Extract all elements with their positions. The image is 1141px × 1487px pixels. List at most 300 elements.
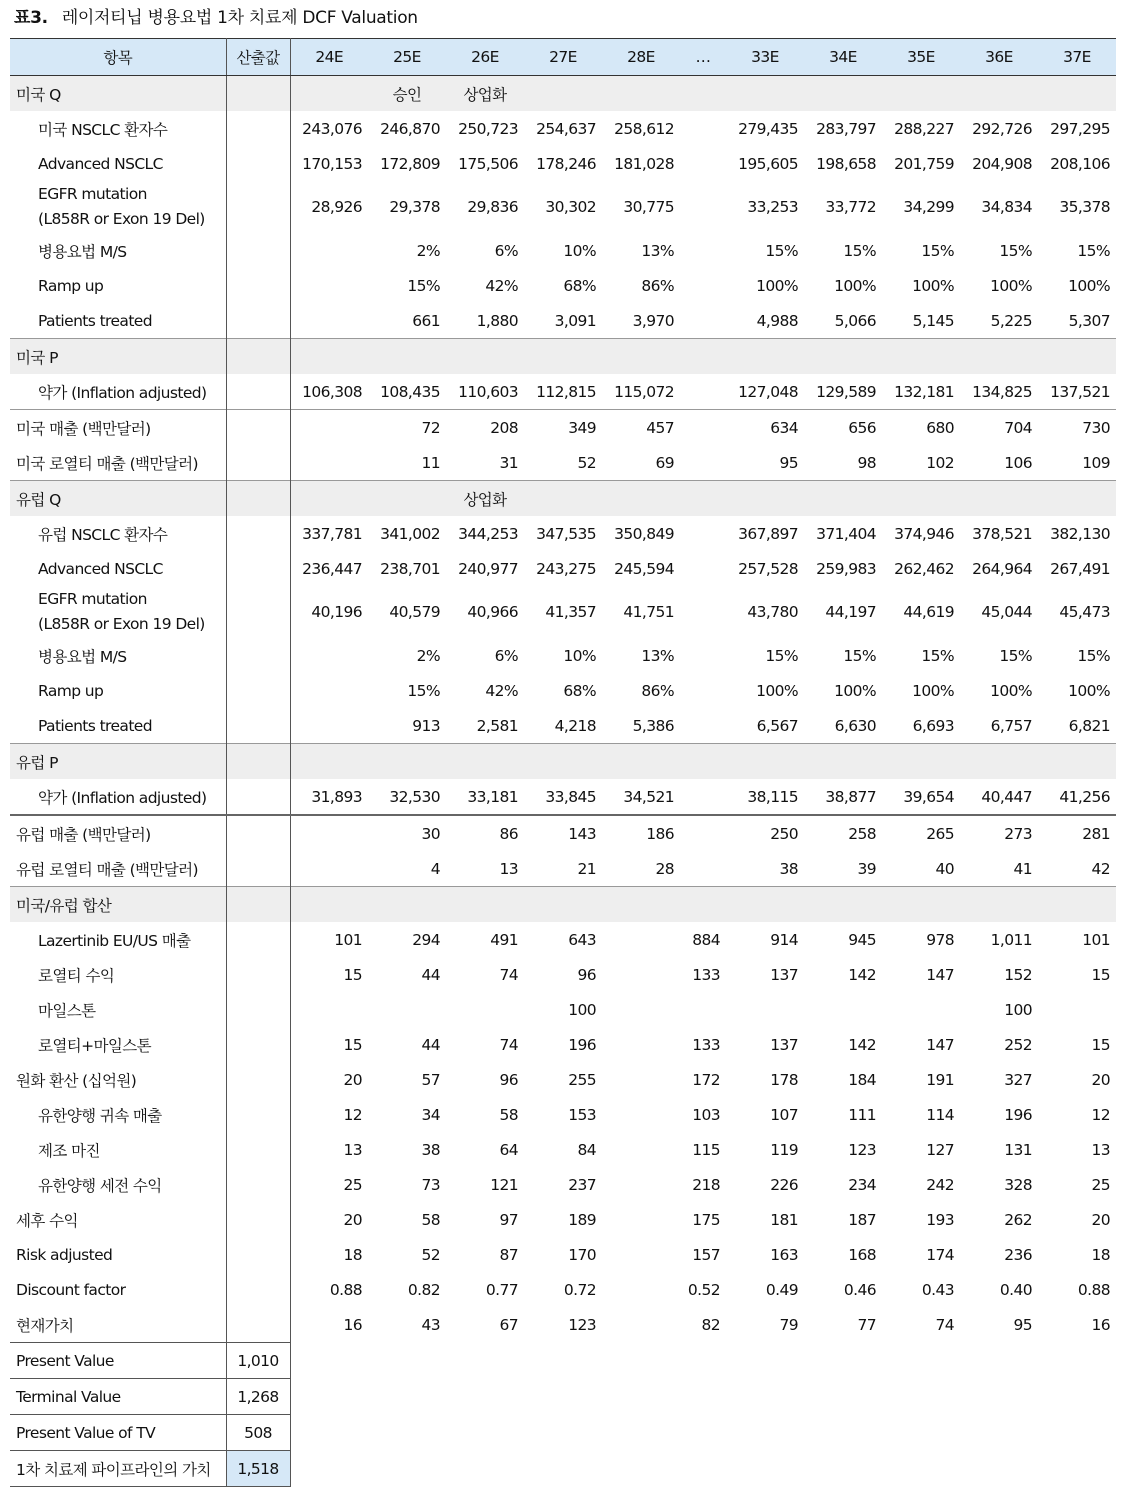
data-cell: 243,275: [536, 559, 596, 578]
data-cell: 250,723: [458, 119, 518, 138]
table-row: [10, 76, 1116, 112]
data-cell: [226, 445, 290, 481]
table-row: [10, 887, 1116, 923]
data-cell: 68%: [563, 276, 596, 295]
table-row: [10, 268, 1116, 303]
data-cell: 96: [577, 965, 596, 984]
data-cell: 106,308: [302, 382, 362, 401]
table-row: [10, 1062, 1116, 1097]
data-cell: 95: [779, 453, 798, 472]
data-cell: 33,845: [545, 787, 596, 806]
data-cell: 15: [343, 1035, 362, 1054]
data-cell: 123: [848, 1140, 876, 1159]
data-cell: 945: [848, 930, 876, 949]
data-cell: 39,654: [903, 787, 954, 806]
data-cell: 15%: [843, 241, 876, 260]
dcf-valuation-table: [10, 38, 1116, 1487]
data-cell: 153: [568, 1105, 596, 1124]
data-cell: 39: [857, 859, 876, 878]
table-title: [14, 6, 418, 30]
data-cell: 15%: [765, 241, 798, 260]
data-cell: 107: [770, 1105, 798, 1124]
data-cell: [882, 339, 960, 375]
data-cell: [290, 638, 368, 673]
data-cell: 0.46: [843, 1280, 876, 1299]
summary-value: 1,010: [226, 1343, 290, 1379]
header-row: [10, 39, 1116, 76]
data-cell: [680, 673, 726, 708]
table-row: [10, 586, 1116, 638]
data-cell: 112,815: [536, 382, 596, 401]
data-cell: 254,637: [536, 119, 596, 138]
data-cell: 382,130: [1050, 524, 1110, 543]
data-cell: [226, 1202, 290, 1237]
data-cell: [290, 303, 368, 339]
data-cell: 371,404: [816, 524, 876, 543]
data-cell: [446, 744, 524, 780]
data-cell: 643: [568, 930, 596, 949]
data-cell: 913: [412, 716, 440, 735]
data-cell: [290, 481, 368, 517]
data-cell: 914: [770, 930, 798, 949]
row-label: 유럽 매출 (백만달러): [10, 815, 226, 851]
data-cell: [602, 1062, 680, 1097]
data-cell: 5,066: [834, 311, 876, 330]
data-cell: 13%: [641, 646, 674, 665]
data-cell: 38: [421, 1140, 440, 1159]
data-cell: 82: [701, 1315, 720, 1334]
data-cell: 273: [960, 815, 1038, 851]
data-cell: 57: [421, 1070, 440, 1089]
data-cell: [446, 992, 524, 1027]
data-cell: 10%: [563, 646, 596, 665]
data-cell: 15%: [921, 241, 954, 260]
data-cell: [226, 887, 290, 923]
row-label: 유한양행 귀속 매출: [10, 1097, 226, 1132]
data-cell: 137: [770, 965, 798, 984]
data-cell: 74: [499, 1035, 518, 1054]
data-cell: [290, 673, 368, 708]
blank-area: [290, 1343, 1116, 1379]
data-cell: [524, 339, 602, 375]
data-cell: [680, 992, 726, 1027]
data-cell: 38,115: [747, 787, 798, 806]
data-cell: 175,506: [458, 154, 518, 173]
table-row: [10, 708, 1116, 744]
data-cell: [602, 1272, 680, 1307]
data-cell: 133: [692, 965, 720, 984]
row-label: 제조 마진: [10, 1132, 226, 1167]
header-cell: 25E: [368, 39, 446, 76]
data-cell: 43,780: [747, 603, 798, 621]
row-label-line: EGFR mutation: [38, 590, 147, 608]
data-cell: [602, 887, 680, 923]
data-cell: 15: [343, 965, 362, 984]
data-cell: [804, 481, 882, 517]
data-cell: [1038, 76, 1116, 112]
table-row: [10, 303, 1116, 339]
data-cell: 13: [1091, 1140, 1110, 1159]
data-cell: 4,988: [756, 311, 798, 330]
data-cell: 5,307: [1068, 311, 1110, 330]
data-cell: 40,196: [311, 603, 362, 621]
table-row: [10, 111, 1116, 146]
data-cell: 2,581: [476, 716, 518, 735]
data-cell: [226, 76, 290, 112]
table-row: [10, 1132, 1116, 1167]
summary-row: [10, 1451, 1116, 1487]
data-cell: 33,253: [747, 198, 798, 216]
data-cell: 327: [1004, 1070, 1032, 1089]
data-cell: [804, 76, 882, 112]
table-row: [10, 1167, 1116, 1202]
data-cell: 16: [1091, 1315, 1110, 1334]
data-cell: 264,964: [972, 559, 1032, 578]
table-row: [10, 957, 1116, 992]
data-cell: 0.77: [485, 1280, 518, 1299]
data-cell: [226, 638, 290, 673]
data-cell: 30: [368, 815, 446, 851]
data-cell: [1038, 744, 1116, 780]
data-cell: 337,781: [302, 524, 362, 543]
data-cell: 44,619: [903, 603, 954, 621]
data-cell: 16: [343, 1315, 362, 1334]
row-label: Advanced NSCLC: [10, 146, 226, 181]
table-caption: 레이저티닙 병용요법 1차 치료제 DCF Valuation: [61, 8, 418, 28]
data-cell: [804, 744, 882, 780]
data-cell: [290, 815, 368, 851]
data-cell: [226, 586, 290, 638]
table-row: [10, 551, 1116, 586]
data-cell: 147: [926, 1035, 954, 1054]
data-cell: 152: [1004, 965, 1032, 984]
data-cell: [226, 708, 290, 744]
data-cell: [226, 1167, 290, 1202]
data-cell: 승인: [368, 76, 446, 112]
data-cell: 236: [1004, 1245, 1032, 1264]
data-cell: [882, 76, 960, 112]
data-cell: 101: [1082, 930, 1110, 949]
data-cell: 281: [1038, 815, 1116, 851]
row-label: 미국 매출 (백만달러): [10, 410, 226, 446]
data-cell: [680, 887, 726, 923]
data-cell: [226, 146, 290, 181]
data-cell: 29,836: [467, 198, 518, 216]
data-cell: 131: [1004, 1140, 1032, 1159]
data-cell: [226, 481, 290, 517]
row-label: Risk adjusted: [10, 1237, 226, 1272]
data-cell: 34,521: [623, 787, 674, 806]
data-cell: 255: [568, 1070, 596, 1089]
data-cell: 103: [692, 1105, 720, 1124]
data-cell: 198,658: [816, 154, 876, 173]
data-cell: [226, 1097, 290, 1132]
data-cell: 226: [770, 1175, 798, 1194]
data-cell: [680, 551, 726, 586]
table-row: [10, 146, 1116, 181]
data-cell: 40,966: [467, 603, 518, 621]
summary-label: 1차 치료제 파이프라인의 가치: [10, 1451, 226, 1487]
data-cell: 12: [1091, 1105, 1110, 1124]
data-cell: [368, 992, 446, 1027]
data-cell: 40: [935, 859, 954, 878]
data-cell: [680, 815, 726, 851]
data-cell: [226, 1132, 290, 1167]
row-label: Advanced NSCLC: [10, 551, 226, 586]
data-cell: [680, 181, 726, 233]
data-cell: 208,106: [1050, 154, 1110, 173]
row-label: [10, 586, 226, 638]
table-row: [10, 922, 1116, 957]
data-cell: 64: [499, 1140, 518, 1159]
data-cell: [726, 339, 804, 375]
data-cell: [524, 744, 602, 780]
data-cell: [680, 744, 726, 780]
data-cell: 6,630: [834, 716, 876, 735]
data-cell: 25: [1091, 1175, 1110, 1194]
data-cell: 4: [430, 859, 440, 878]
data-cell: 170: [568, 1245, 596, 1264]
data-cell: [290, 76, 368, 112]
data-cell: [1038, 339, 1116, 375]
data-cell: [804, 887, 882, 923]
data-cell: 181: [770, 1210, 798, 1229]
data-cell: 6%: [494, 241, 518, 260]
data-cell: 상업화: [446, 76, 524, 112]
data-cell: 102: [926, 453, 954, 472]
data-cell: [680, 76, 726, 112]
data-cell: 6,821: [1068, 716, 1110, 735]
row-label: 미국 로열티 매출 (백만달러): [10, 445, 226, 481]
data-cell: [680, 851, 726, 887]
data-cell: 4,218: [554, 716, 596, 735]
data-cell: 168: [848, 1245, 876, 1264]
data-cell: 13%: [641, 241, 674, 260]
data-cell: 100%: [1068, 276, 1110, 295]
data-cell: [290, 708, 368, 744]
summary-label: Present Value of TV: [10, 1415, 226, 1451]
table-row: [10, 673, 1116, 708]
data-cell: 15%: [843, 646, 876, 665]
data-cell: [680, 708, 726, 744]
header-cell: 35E: [882, 39, 960, 76]
data-cell: 265: [882, 815, 960, 851]
data-cell: 52: [577, 453, 596, 472]
data-cell: [524, 481, 602, 517]
data-cell: 208: [446, 410, 524, 446]
data-cell: [226, 744, 290, 780]
data-cell: [960, 76, 1038, 112]
data-cell: 44,197: [825, 603, 876, 621]
data-cell: [226, 111, 290, 146]
data-cell: [680, 779, 726, 815]
data-cell: 15%: [407, 681, 440, 700]
data-cell: [226, 410, 290, 446]
data-cell: 44: [421, 965, 440, 984]
data-cell: 115,072: [614, 382, 674, 401]
data-cell: 41,751: [623, 603, 674, 621]
blank-area: [290, 1451, 1116, 1487]
data-cell: 292,726: [972, 119, 1032, 138]
data-cell: 279,435: [738, 119, 798, 138]
data-cell: [290, 339, 368, 375]
data-cell: [368, 744, 446, 780]
table-row: [10, 233, 1116, 268]
header-cell: 36E: [960, 39, 1038, 76]
data-cell: 288,227: [894, 119, 954, 138]
data-cell: 123: [568, 1315, 596, 1334]
data-cell: [226, 992, 290, 1027]
data-cell: [226, 815, 290, 851]
row-label: 유한양행 세전 수익: [10, 1167, 226, 1202]
blank-area: [290, 1379, 1116, 1415]
data-cell: [226, 181, 290, 233]
data-cell: [368, 887, 446, 923]
data-cell: 42%: [485, 276, 518, 295]
data-cell: 267,491: [1050, 559, 1110, 578]
data-cell: [602, 1027, 680, 1062]
table-row: [10, 779, 1116, 815]
header-cell: …: [680, 39, 726, 76]
data-cell: [290, 851, 368, 887]
data-cell: 68%: [563, 681, 596, 700]
row-label: 유럽 Q: [10, 481, 226, 517]
data-cell: 108,435: [380, 382, 440, 401]
row-label: [10, 181, 226, 233]
data-cell: 33,181: [467, 787, 518, 806]
data-cell: [226, 1272, 290, 1307]
data-cell: 100: [1004, 1000, 1032, 1019]
data-cell: [226, 1062, 290, 1097]
row-label: 약가 (Inflation adjusted): [10, 779, 226, 815]
data-cell: 13: [499, 859, 518, 878]
data-cell: [680, 445, 726, 481]
summary-value: 508: [226, 1415, 290, 1451]
data-cell: [602, 1202, 680, 1237]
data-cell: 69: [655, 453, 674, 472]
data-cell: 72: [368, 410, 446, 446]
row-label: Patients treated: [10, 708, 226, 744]
data-cell: 30,302: [545, 198, 596, 216]
data-cell: 121: [490, 1175, 518, 1194]
data-cell: 20: [343, 1210, 362, 1229]
data-cell: 100%: [1068, 681, 1110, 700]
data-cell: 0.49: [765, 1280, 798, 1299]
data-cell: 656: [804, 410, 882, 446]
data-cell: [602, 339, 680, 375]
data-cell: [680, 303, 726, 339]
row-label: Ramp up: [10, 268, 226, 303]
data-cell: 67: [499, 1315, 518, 1334]
data-cell: 3,091: [554, 311, 596, 330]
data-cell: 147: [926, 965, 954, 984]
header-cell: 항목: [10, 39, 226, 76]
data-cell: 245,594: [614, 559, 674, 578]
data-cell: 100%: [834, 276, 876, 295]
data-cell: 137,521: [1050, 382, 1110, 401]
table-row: [10, 1307, 1116, 1343]
data-cell: 236,447: [302, 559, 362, 578]
table-row: [10, 992, 1116, 1027]
data-cell: [1038, 887, 1116, 923]
summary-label: Present Value: [10, 1343, 226, 1379]
data-cell: 2%: [416, 241, 440, 260]
data-cell: 172: [692, 1070, 720, 1089]
data-cell: 1,011: [990, 930, 1032, 949]
data-cell: 58: [421, 1210, 440, 1229]
data-cell: [524, 76, 602, 112]
data-cell: 98: [857, 453, 876, 472]
data-cell: 978: [926, 930, 954, 949]
row-label: Patients treated: [10, 303, 226, 339]
summary-value: 1,268: [226, 1379, 290, 1415]
data-cell: 20: [343, 1070, 362, 1089]
data-cell: 195,605: [738, 154, 798, 173]
data-cell: 0.82: [407, 1280, 440, 1299]
data-cell: 142: [848, 965, 876, 984]
data-cell: 106: [1004, 453, 1032, 472]
data-cell: 44: [421, 1035, 440, 1054]
data-cell: [804, 992, 882, 1027]
data-cell: [226, 851, 290, 887]
data-cell: 101: [334, 930, 362, 949]
data-cell: 74: [935, 1315, 954, 1334]
data-cell: 252: [1004, 1035, 1032, 1054]
data-cell: 29,378: [389, 198, 440, 216]
data-cell: [602, 1132, 680, 1167]
data-cell: 0.72: [563, 1280, 596, 1299]
data-cell: 6,567: [756, 716, 798, 735]
row-label: 미국/유럽 합산: [10, 887, 226, 923]
data-cell: 134,825: [972, 382, 1032, 401]
summary-row: [10, 1343, 1116, 1379]
data-cell: [602, 922, 680, 957]
data-cell: 38,877: [825, 787, 876, 806]
data-cell: 163: [770, 1245, 798, 1264]
data-cell: 186: [602, 815, 680, 851]
data-cell: 174: [926, 1245, 954, 1264]
data-cell: 170,153: [302, 154, 362, 173]
summary-row: [10, 1415, 1116, 1451]
row-label: Ramp up: [10, 673, 226, 708]
data-cell: 143: [524, 815, 602, 851]
data-cell: 250: [726, 815, 804, 851]
row-label: Lazertinib EU/US 매출: [10, 922, 226, 957]
row-label: 로열티 수익: [10, 957, 226, 992]
data-cell: 238,701: [380, 559, 440, 578]
data-cell: [446, 887, 524, 923]
data-cell: 43: [421, 1315, 440, 1334]
data-cell: 178: [770, 1070, 798, 1089]
data-cell: 32,530: [389, 787, 440, 806]
table-row: [10, 481, 1116, 517]
data-cell: 704: [960, 410, 1038, 446]
data-cell: 132,181: [894, 382, 954, 401]
data-cell: 242: [926, 1175, 954, 1194]
data-cell: 45,473: [1059, 603, 1110, 621]
data-cell: 86%: [641, 276, 674, 295]
data-cell: 10%: [563, 241, 596, 260]
data-cell: 457: [602, 410, 680, 446]
data-cell: 100%: [990, 276, 1032, 295]
data-cell: 35,378: [1059, 198, 1110, 216]
data-cell: [226, 922, 290, 957]
data-cell: 257,528: [738, 559, 798, 578]
table-row: [10, 410, 1116, 446]
data-cell: 15%: [921, 646, 954, 665]
header-cell: 37E: [1038, 39, 1116, 76]
data-cell: 15: [1091, 1035, 1110, 1054]
